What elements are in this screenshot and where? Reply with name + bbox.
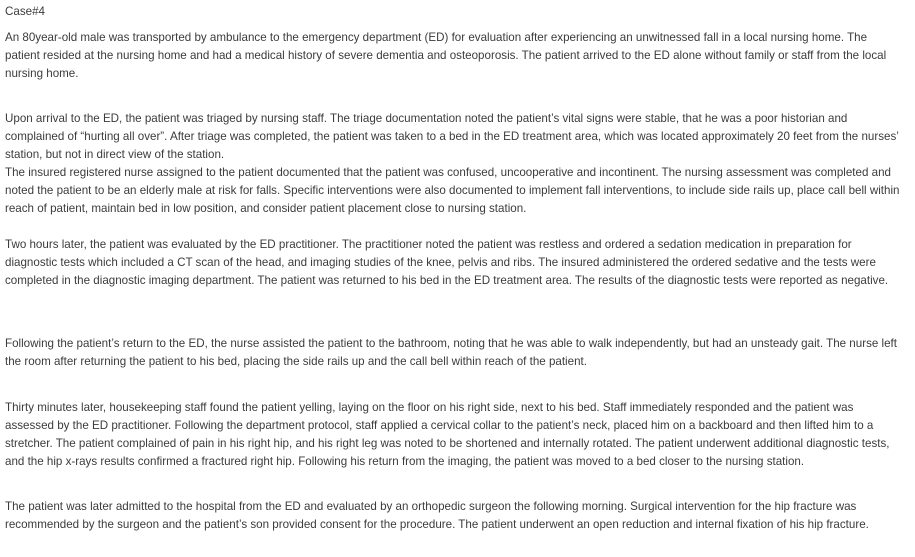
paragraph-admission-surgery: The patient was later admitted to the hospital from the ED and evaluated by an orthopedic surgeon the following morning. Surgical intervention for the hip fracture was recommended by the surgeon and the patient’s son provided consent for the procedure. The patient underwent an open reduction and internal fixation of his hip fracture.	[5, 500, 869, 531]
paragraph-fall-discovery: Thirty minutes later, housekeeping staff found the patient yelling, laying on the floor on his right side, next to his bed. Staff immediately responded and the patient was assessed by the ED practitioner. Following the department protocol, staff applied a cervical collar to the patient’s neck, placed him on a backboard and then lifted him to a stretcher. The patient complained of pain in his right hip, and his right leg was noted to be shortened and internally rotated. The patient underwent additional diagnostic tests, and the hip x-rays results confirmed a fractured right hip. Following his return from the imaging, the patient was moved to a bed closer to the nursing station.	[5, 401, 890, 468]
paragraph-arrival-history: An 80year-old male was transported by ambulance to the emergency department (ED) for evaluation after experiencing an unwitnessed fall in a local nursing home. The patient resided at the nursing home and had a medical history of severe dementia and osteoporosis. The patient arrived to the ED alone without family or staff from the local nursing home.	[5, 31, 887, 80]
paragraph-practitioner-evaluation: Two hours later, the patient was evaluated by the ED practitioner. The practitioner noted the patient was restless and ordered a sedation medication in preparation for diagnostic tests which included a CT scan of the head, and imaging studies of the knee, pelvis and ribs. The insured administered the ordered sedative and the tests were completed in the diagnostic imaging department. The patient was returned to his bed in the ED treatment area. The results of the diagnostic tests were reported as negative.	[5, 238, 889, 287]
case-title: Case#4	[5, 5, 45, 18]
paragraph-nursing-assessment: The insured registered nurse assigned to the patient documented that the patient was confused, uncooperative and incontinent. The nursing assessment was completed and noted the patient to be an elderly male at risk for falls. Specific interventions were also documented to implement fall interventions, to include side rails up, place call bell within reach of patient, maintain bed in low position, and consider patient placement close to nursing station.	[5, 166, 900, 215]
paragraph-triage: Upon arrival to the ED, the patient was triaged by nursing staff. The triage documentation noted the patient’s vital signs were stable, that he was a poor historian and complained of “hurting all over”. After triage was completed, the patient was taken to a bed in the ED treatment area, which was located approximately 20 feet from the nurses’ station, but not in direct view of the station.	[5, 112, 899, 161]
paragraph-bathroom-assist: Following the patient’s return to the ED, the nurse assisted the patient to the bathroom, noting that he was able to walk independently, but had an unsteady gait. The nurse left the room after returning the patient to his bed, placing the side rails up and the call bell within reach of the patient.	[5, 337, 897, 368]
